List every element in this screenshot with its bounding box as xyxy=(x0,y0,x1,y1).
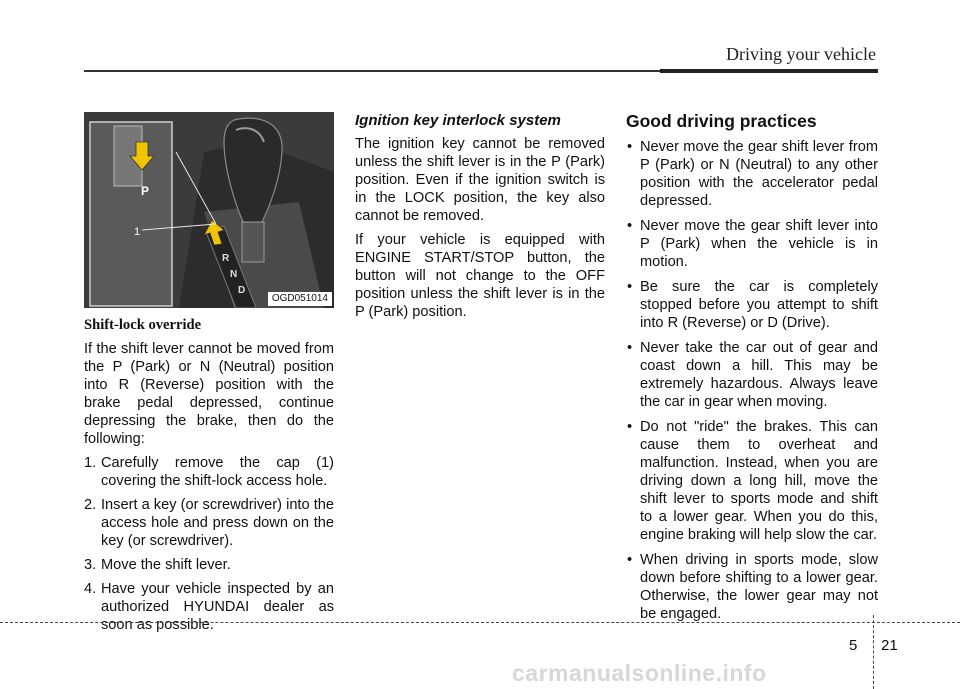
shift-lever-figure xyxy=(84,112,334,308)
bullet-icon: • xyxy=(627,340,633,356)
figure-code: OGD051014 xyxy=(268,292,332,306)
bullet-icon: • xyxy=(627,552,633,568)
column-left xyxy=(84,112,334,640)
list-item: 1. Carefully remove the cap (1) covering the shift-lock access hole. xyxy=(84,455,334,489)
footer-rule xyxy=(0,622,960,623)
paragraph-interlock-2: If your vehicle is equipped with ENGINE START/STOP button, the button will not change to the OFF position unless the shift lever is in the P (Park) position. xyxy=(355,232,605,320)
list-item: • Be sure the car is completely stopped before you attempt to shift into R (Reverse) or D (Drive). xyxy=(627,279,878,331)
steps-list xyxy=(84,454,334,634)
bullet-icon: • xyxy=(627,419,633,435)
paragraph-intro: If the shift lever cannot be moved from the P (Park) or N (Neutral) position into R (Reverse) position with the brake pedal depressed, continue depressing the brake, then do the following: xyxy=(84,341,334,447)
bullet-icon: • xyxy=(627,279,633,295)
subheading-ignition-interlock: Ignition key interlock system xyxy=(355,112,561,129)
gate-letter-r: R xyxy=(222,253,230,264)
list-item: • Never move the gear shift lever into P (Park) when the vehicle is in motion. xyxy=(627,218,878,270)
list-item: • When driving in sports mode, slow down before shifting to a lower gear. Otherwise, the lower gear may not be engaged. xyxy=(627,552,878,622)
section-title: Driving your vehicle xyxy=(726,44,876,64)
list-item: 3. Move the shift lever. xyxy=(84,557,231,573)
column-middle xyxy=(355,112,605,327)
practices-list xyxy=(626,138,878,623)
gate-letter-p-inset: P xyxy=(141,184,150,198)
bullet-icon: • xyxy=(627,139,633,155)
chapter-number: 5 xyxy=(849,637,858,654)
list-item: • Never take the car out of gear and coast down a hill. This may be extremely hazardous. Always leave the car in gear when moving. xyxy=(627,340,878,410)
column-right xyxy=(626,112,878,630)
bullet-icon: • xyxy=(627,218,633,234)
header-rule-accent xyxy=(660,69,878,73)
list-item: • Never move the gear shift lever from P (Park) or N (Neutral) to any other position with the accelerator pedal depressed. xyxy=(627,139,878,209)
shift-lever-illustration xyxy=(84,112,334,308)
gate-letter-n: N xyxy=(230,269,238,280)
heading-good-driving: Good driving practices xyxy=(626,111,817,131)
watermark: carmanualsonline.info xyxy=(512,660,767,686)
footer-divider xyxy=(873,615,874,689)
gate-letter-d: D xyxy=(238,285,246,296)
page-number: 21 xyxy=(881,637,898,654)
list-item: • Do not "ride" the brakes. This can cause them to overheat and malfunction. Instead, when you are driving down a long hill, move the shift lever to sports mode and shift to a lower gear. When you do this, engine braking will help slow the car. xyxy=(627,419,878,543)
subheading-shift-lock: Shift-lock override xyxy=(84,317,202,333)
list-item: 4. Have your vehicle inspected by an authorized HYUNDAI dealer as soon as possible. xyxy=(84,581,334,633)
paragraph-interlock-1: The ignition key cannot be removed unless the shift lever is in the P (Park) position. Even if the ignition switch is in the LOCK position, the key also cannot be removed. xyxy=(355,136,605,224)
callout-number: 1 xyxy=(134,226,141,238)
list-item: 2. Insert a key (or screwdriver) into the access hole and press down on the key (or screwdriver). xyxy=(84,497,334,549)
